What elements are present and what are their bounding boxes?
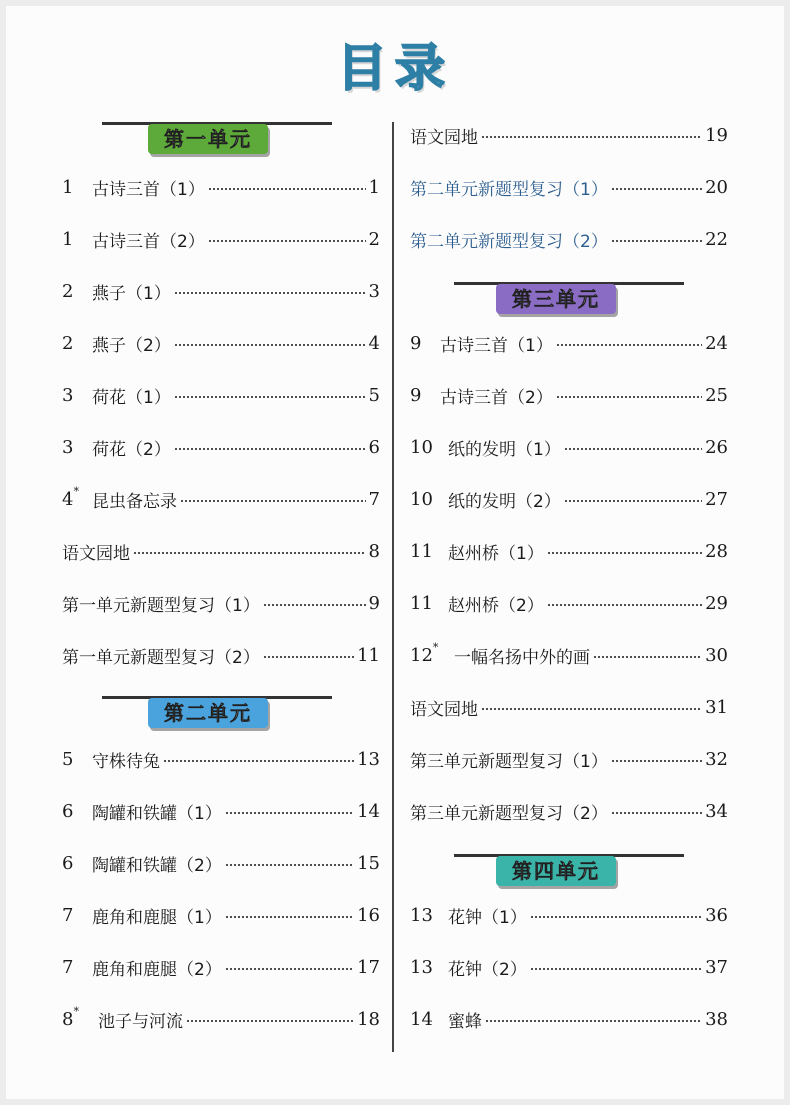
toc-entry[interactable] [410,796,728,826]
page-number: 20 [705,176,728,198]
page-number: 16 [357,904,380,926]
lesson-number: 13 [410,956,433,978]
entry-title: 第三单元新题型复习（2） [410,803,608,824]
page-number: 7 [368,488,380,510]
lesson-number: 9 [410,384,422,406]
toc-entry[interactable] [410,744,728,774]
page-number: 25 [705,384,728,406]
page-number: 27 [705,488,728,510]
toc-entry[interactable] [410,432,728,462]
dot-leader [481,136,702,138]
toc-entry[interactable] [62,536,380,566]
lesson-number: 7 [62,956,74,978]
dot-leader [564,500,702,502]
toc-entry[interactable] [62,328,380,358]
toc-entry[interactable] [410,1004,728,1034]
lesson-number: 2 [62,332,74,354]
toc-entry[interactable] [62,744,380,774]
toc-entry[interactable] [410,484,728,514]
page-number: 15 [357,852,380,874]
toc-entry[interactable] [410,380,728,410]
lesson-number: 7 [62,904,74,926]
dot-leader [547,604,702,606]
lesson-number: 14 [410,1008,433,1030]
lesson-number: 11 [410,540,433,562]
entry-title: 燕子（1） [92,283,171,304]
dot-leader [611,760,702,762]
page-number: 1 [368,176,380,198]
toc-entry[interactable] [62,588,380,618]
dot-leader [611,188,702,190]
column-divider [392,122,394,1052]
unit-header-3 [410,280,728,324]
dot-leader [481,708,702,710]
dot-leader [225,812,354,814]
toc-entry[interactable] [410,328,728,358]
entry-title: 守株待兔 [92,751,160,772]
dot-leader [133,552,366,554]
entry-title: 鹿角和鹿腿（1） [92,907,222,928]
toc-entry[interactable] [410,588,728,618]
dot-leader [180,500,366,502]
page-number: 31 [705,696,728,718]
dot-leader [547,552,702,554]
dot-leader [263,604,366,606]
page-number: 28 [705,540,728,562]
toc-entry[interactable] [410,224,728,254]
toc-entry[interactable] [62,224,380,254]
dot-leader [174,292,366,294]
unit-header-4 [410,852,728,896]
lesson-number: 6 [62,852,74,874]
toc-entry[interactable] [62,276,380,306]
toc-entry[interactable] [62,172,380,202]
page-number: 34 [705,800,728,822]
entry-title: 第二单元新题型复习（2） [410,231,608,252]
entry-title: 蜜蜂 [448,1011,482,1032]
entry-title: 荷花（1） [92,387,171,408]
page-number: 19 [705,124,728,146]
entry-title: 第三单元新题型复习（1） [410,751,608,772]
lesson-number: 10 [410,488,433,510]
unit-badge: 第四单元 [496,856,616,886]
entry-title: 古诗三首（2） [440,387,553,408]
toc-entry[interactable] [410,900,728,930]
lesson-number: 2 [62,280,74,302]
entry-title: 陶罐和铁罐（2） [92,855,222,876]
unit-badge: 第一单元 [148,124,268,154]
entry-title: 第一单元新题型复习（1） [62,595,260,616]
toc-entry[interactable] [62,640,380,670]
lesson-number: 1 [62,176,74,198]
entry-title: 鹿角和鹿腿（2） [92,959,222,980]
entry-title: 语文园地 [410,699,478,720]
toc-entry[interactable] [410,952,728,982]
dot-leader [556,344,702,346]
dot-leader [564,448,702,450]
entry-title: 陶罐和铁罐（1） [92,803,222,824]
page-number: 11 [357,644,380,666]
dot-leader [163,760,354,762]
dot-leader [208,240,366,242]
page-number: 26 [705,436,728,458]
toc-entry[interactable] [410,536,728,566]
lesson-number: 5 [62,748,74,770]
dot-leader [186,1020,354,1022]
lesson-number: 12* [410,640,439,666]
page-number: 8 [368,540,380,562]
dot-leader [263,656,354,658]
entry-title: 纸的发明（2） [448,491,561,512]
page-number: 3 [368,280,380,302]
page-number: 29 [705,592,728,614]
dot-leader [530,916,702,918]
toc-entry[interactable] [62,848,380,878]
toc-entry[interactable] [410,692,728,722]
dot-leader [611,240,702,242]
toc-entry[interactable] [62,1004,380,1034]
lesson-number: 13 [410,904,433,926]
page-number: 6 [368,436,380,458]
entry-title: 第二单元新题型复习（1） [410,179,608,200]
lesson-number: 11 [410,592,433,614]
toc-entry[interactable] [62,380,380,410]
entry-title: 古诗三首（2） [92,231,205,252]
entry-title: 昆虫备忘录 [92,491,177,512]
entry-title: 一幅名扬中外的画 [454,647,590,668]
dot-leader [593,656,702,658]
entry-title: 花钟（2） [448,959,527,980]
lesson-number: 3 [62,384,74,406]
page-number: 24 [705,332,728,354]
unit-header-1 [62,120,380,164]
lesson-number: 1 [62,228,74,250]
entry-title: 第一单元新题型复习（2） [62,647,260,668]
page-number: 13 [357,748,380,770]
dot-leader [174,448,366,450]
page-number: 36 [705,904,728,926]
entry-title: 古诗三首（1） [92,179,205,200]
entry-title: 池子与河流 [98,1011,183,1032]
entry-title: 纸的发明（1） [448,439,561,460]
toc-entry[interactable] [62,952,380,982]
toc-entry[interactable] [410,172,728,202]
dot-leader [225,916,354,918]
page-title: 目录 [337,39,453,97]
entry-title: 燕子（2） [92,335,171,356]
lesson-number: 4* [62,484,79,510]
page-number: 38 [705,1008,728,1030]
dot-leader [530,968,702,970]
dot-leader [556,396,702,398]
page-number: 37 [705,956,728,978]
dot-leader [174,396,366,398]
entry-title: 花钟（1） [448,907,527,928]
page-number: 2 [368,228,380,250]
toc-entry[interactable] [62,900,380,930]
page-number: 18 [357,1008,380,1030]
toc-entry[interactable] [62,432,380,462]
unit-header-2 [62,694,380,738]
entry-title: 赵州桥（1） [448,543,544,564]
lesson-number: 10 [410,436,433,458]
toc-entry[interactable] [410,640,728,670]
entry-title: 语文园地 [62,543,130,564]
dot-leader [174,344,366,346]
page-number: 5 [368,384,380,406]
lesson-number: 9 [410,332,422,354]
entry-title: 古诗三首（1） [440,335,553,356]
page-number: 14 [357,800,380,822]
toc-entry[interactable] [62,796,380,826]
lesson-number: 6 [62,800,74,822]
dot-leader [611,812,702,814]
toc-entry[interactable] [410,120,728,150]
dot-leader [485,1020,702,1022]
page-number: 17 [357,956,380,978]
lesson-number: 3 [62,436,74,458]
lesson-number: 8* [62,1004,79,1030]
page-number: 22 [705,228,728,250]
unit-badge: 第三单元 [496,284,616,314]
toc-entry[interactable] [62,484,380,514]
entry-title: 语文园地 [410,127,478,148]
page-number: 30 [705,644,728,666]
page-number: 32 [705,748,728,770]
page-number: 9 [368,592,380,614]
unit-badge: 第二单元 [148,698,268,728]
dot-leader [208,188,366,190]
entry-title: 荷花（2） [92,439,171,460]
dot-leader [225,864,354,866]
dot-leader [225,968,354,970]
page-number: 4 [368,332,380,354]
entry-title: 赵州桥（2） [448,595,544,616]
